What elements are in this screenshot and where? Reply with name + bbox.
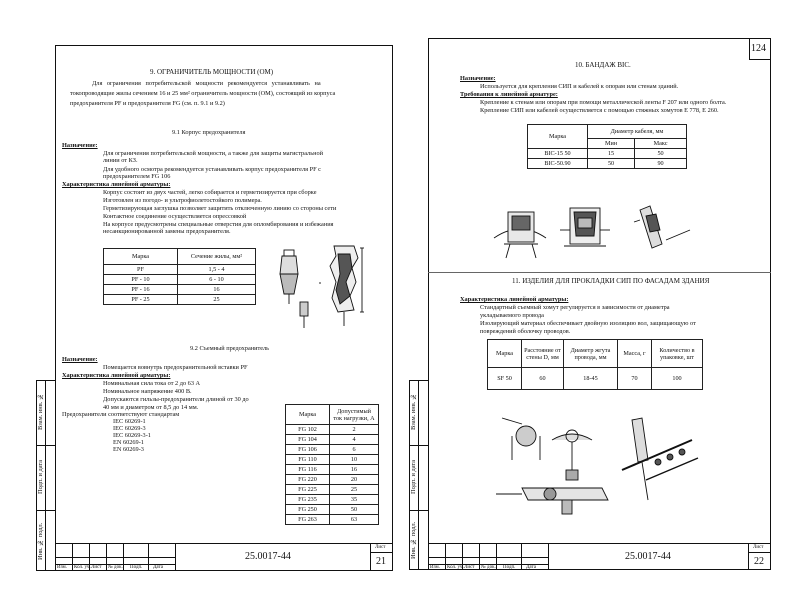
table-row — [286, 445, 379, 455]
fg-cell: 25 — [330, 485, 379, 495]
pf-table-header: Сечение жилы, мм² — [178, 249, 256, 265]
bic-cell: 15 — [588, 149, 635, 159]
sf-header: Марка — [488, 340, 522, 368]
fg-cell: 63 — [330, 515, 379, 525]
sub1-char-line: На корпусе предусмотрены специальные отверстия для опломбирования и избежания — [103, 221, 334, 228]
sub2-char-heading: Характеристика линейной арматуры: — [62, 372, 171, 379]
pf-cell: 25 — [178, 295, 256, 305]
stamp-label: Кол. уч. — [447, 565, 464, 570]
fg-cell: 35 — [330, 495, 379, 505]
pf-cell: 1,5 - 4 — [178, 265, 256, 275]
sheet-label: Лист — [753, 545, 764, 550]
sf-header: Диаметр жгута провода, мм — [564, 340, 618, 368]
pf-cell: PF - 25 — [104, 295, 178, 305]
fg-cell: FG 263 — [286, 515, 330, 525]
table-row — [528, 159, 687, 169]
table-row — [104, 265, 256, 275]
title-block-line — [106, 543, 107, 571]
fg-cell: FG 225 — [286, 485, 330, 495]
title-block-line — [521, 543, 522, 570]
title-block-line — [445, 543, 446, 570]
title-block-line — [370, 552, 393, 553]
sub1-purpose-line: Для ограничения потребительской мощности, а также для защиты магистральной — [103, 150, 323, 157]
fg-cell: 10 — [330, 455, 379, 465]
stamp-label: № док. — [108, 565, 123, 570]
standard-item: EN 60269-1 — [113, 439, 144, 446]
fg-table — [285, 404, 379, 525]
fg-cell: 4 — [330, 435, 379, 445]
sf-cell: SF 50 — [488, 368, 522, 390]
stamp-label: Изм. — [430, 565, 440, 570]
table-row — [286, 515, 379, 525]
sheet-label: Лист — [375, 545, 386, 550]
standards-heading: Предохранители соответствуют стандартам — [62, 411, 180, 418]
sub1-char-line: Корпус состоит из двух частей, легко собирается и герметизируется при сборке — [103, 189, 317, 196]
fg-cell: 50 — [330, 505, 379, 515]
table-row — [528, 149, 687, 159]
page-number: 124 — [751, 43, 766, 54]
title-block-line — [748, 552, 771, 553]
title-block-line — [72, 543, 73, 571]
bic-cell: 50 — [588, 159, 635, 169]
title-block-line — [496, 543, 497, 570]
stamp-label: Кол. уч. — [74, 565, 91, 570]
fg-cell: FG 102 — [286, 425, 330, 435]
fg-cell: 2 — [330, 425, 379, 435]
fg-table-header: Допустимый ток нагрузки, А — [330, 405, 379, 425]
right-side-divider — [409, 445, 428, 446]
title-block-line — [123, 543, 124, 571]
sub1-purpose-line: Для удобного осмотра рекомендуется устанавливать корпус предохранителя PF с — [103, 166, 321, 173]
section10-title: 10. БАНДАЖ BIC. — [575, 61, 631, 69]
doc-code: 25.0017-44 — [625, 551, 671, 562]
bic-cell: 50 — [635, 149, 687, 159]
sub1-purpose-line: предохранителем FG 106 — [103, 173, 171, 180]
section10-req-line: Крепление СИП или кабелей осуществляется с помощью стяжных хомутов E 778, E 260. — [480, 107, 719, 114]
section10-purpose-heading: Назначение: — [460, 75, 496, 82]
bic-cell: 90 — [635, 159, 687, 169]
title-block-line — [479, 543, 480, 570]
title-block-line — [428, 557, 548, 558]
table-row — [286, 475, 379, 485]
sub1-char-heading: Характеристика линейной арматуры: — [62, 181, 171, 188]
sub1-char-line: несанкционированной замены предохранителя. — [103, 228, 231, 235]
table-row — [286, 455, 379, 465]
sub2-purpose: Помещается вовнутрь предохранительной вставки PF — [103, 364, 248, 371]
standard-item: IEC 60269-3-1 — [113, 432, 151, 439]
pf-cell: PF — [104, 265, 178, 275]
pf-cell: PF - 10 — [104, 275, 178, 285]
stamp-label: Изм. — [57, 565, 67, 570]
fg-cell: FG 106 — [286, 445, 330, 455]
bic-table — [527, 124, 687, 169]
fuse-holder-drawing — [272, 242, 372, 342]
section10-req-line: Крепление к стенам или опорам при помощи металлической ленты F 207 или одного болта. — [480, 99, 727, 106]
title-block-line — [148, 543, 149, 571]
right-side-label: Инв. № подл. — [410, 521, 417, 560]
sf-header: Расстояние от стены D, мм — [522, 340, 564, 368]
left-section-title: 9. ОГРАНИЧИТЕЛЬ МОЩНОСТИ (ОМ) — [150, 68, 274, 76]
section10-purpose: Используется для крепления СИП и кабелей к опорам или стенам зданий. — [480, 83, 679, 90]
fg-cell: FG 110 — [286, 455, 330, 465]
intro-line: Для ограничения потребительской мощности рекомендуется устанавливать на — [92, 80, 321, 87]
table-row — [286, 485, 379, 495]
right-side-divider — [409, 510, 428, 511]
bic-header-mark: Марка — [528, 125, 588, 149]
section-divider — [428, 272, 771, 273]
fg-cell: FG 220 — [286, 475, 330, 485]
table-row — [104, 275, 256, 285]
pf-table-header: Марка — [104, 249, 178, 265]
stamp-label: Подп. — [130, 565, 143, 570]
section11-char-line: Изолирующий материал обеспечивает двойную изоляцию вол, защищающую от — [480, 320, 696, 327]
title-block-line — [548, 543, 549, 570]
section11-char-heading: Характеристика линейной арматуры: — [460, 296, 569, 303]
stamp-label: № док. — [481, 565, 496, 570]
fg-cell: FG 104 — [286, 435, 330, 445]
sf-cell: 70 — [618, 368, 652, 390]
bic-header-diameter: Диаметр кабеля, мм — [588, 125, 687, 139]
table-row — [488, 368, 703, 390]
fg-cell: FG 116 — [286, 465, 330, 475]
pf-cell: 16 — [178, 285, 256, 295]
title-block-line — [175, 543, 176, 571]
bic-cell: BIC-15 50 — [528, 149, 588, 159]
left-side-strip-inner — [45, 380, 55, 571]
table-row — [286, 425, 379, 435]
title-block-line — [748, 543, 749, 570]
sub1-char-line: Контактное соединение осуществляется опрессовкой — [103, 213, 247, 220]
stamp-label: Подп. — [503, 565, 516, 570]
sub1-purpose-line: линии от КЗ. — [103, 157, 138, 164]
pf-table — [103, 248, 256, 305]
left-side-label: Инв. № подл. — [37, 522, 44, 560]
sf-cell: 18-45 — [564, 368, 618, 390]
section11-char-line: повреждений оболочку проводов. — [480, 328, 571, 335]
stamp-label: Лист — [464, 565, 475, 570]
fg-table-header: Марка — [286, 405, 330, 425]
table-row — [286, 505, 379, 515]
fg-cell: 20 — [330, 475, 379, 485]
sub1-char-line: Изготовлен из погодо- и ультрофиолетостойкого полимера. — [103, 197, 262, 204]
doc-code: 25.0017-44 — [245, 551, 291, 562]
section11-title: 11. ИЗДЕЛИЯ ДЛЯ ПРОКЛАДКИ СИП ПО ФАСАДАМ ЗДАНИЯ — [512, 277, 710, 285]
title-block-line — [55, 557, 175, 558]
title-block-line — [370, 543, 371, 571]
right-side-strip-inner — [418, 380, 428, 570]
sub2-char-line: 40 мм и диаметром от 8,5 до 14 мм. — [103, 404, 199, 411]
section11-char-line: укладываемого провода — [480, 312, 544, 319]
right-side-label: Подп. и дата — [410, 459, 417, 495]
sub1-title: 9.1 Корпус предохранителя — [172, 129, 246, 136]
sf-header: Количество в упаковке, шт — [652, 340, 703, 368]
table-row — [286, 435, 379, 445]
sheet-number: 22 — [754, 556, 764, 567]
table-row — [286, 495, 379, 505]
fg-cell: FG 250 — [286, 505, 330, 515]
fg-cell: 6 — [330, 445, 379, 455]
standard-item: IEC 60269-1 — [113, 418, 146, 425]
sf-header: Масса, г — [618, 340, 652, 368]
stamp-label: Лист — [91, 565, 102, 570]
stamp-label: Дата — [526, 565, 536, 570]
sheet-number: 21 — [376, 556, 386, 567]
standard-item: EN 60269-3 — [113, 446, 144, 453]
left-side-divider — [36, 445, 55, 446]
sub2-char-line: Номинальное напряжение 400 В. — [103, 388, 192, 395]
bic-header-max: Макс — [635, 139, 687, 149]
stamp-label: Дата — [153, 565, 163, 570]
bic-header-min: Мин — [588, 139, 635, 149]
section11-char-line: Стандартный съемный хомут регулируется в зависимости от диаметра — [480, 304, 670, 311]
section10-req-heading: Требования к линейной арматуре: — [460, 91, 558, 98]
intro-line: токопроводящие жилы сечением 16 и 25 мм² ограничитель мощности (ОМ), состоящий из корпуса — [70, 90, 336, 97]
sub1-char-line: Герметизирующая заглушка позволяет защитить отключенную линию со стороны сети — [103, 205, 337, 212]
sub1-purpose-heading: Назначение: — [62, 142, 98, 149]
bic-bandage-drawing — [490, 200, 700, 260]
fg-cell: 16 — [330, 465, 379, 475]
left-side-divider — [36, 510, 55, 511]
table-row — [104, 285, 256, 295]
table-row — [104, 295, 256, 305]
sf-cell: 60 — [522, 368, 564, 390]
right-side-label: Взам. инв. № — [410, 393, 417, 431]
fg-cell: FG 235 — [286, 495, 330, 505]
sf-cell: 100 — [652, 368, 703, 390]
pf-cell: PF - 16 — [104, 285, 178, 295]
sub2-char-line: Номинальная сила тока от 2 до 63 А — [103, 380, 201, 387]
sub2-char-line: Допускаются гильзы-предохранители длиной от 30 до — [103, 396, 249, 403]
sf-clamp-drawing — [492, 410, 712, 540]
standard-item: IEC 60269-3 — [113, 425, 146, 432]
intro-line: предохранителя PF и предохранителя FG (см. п. 9.1 и 9.2) — [70, 100, 225, 107]
left-side-label: Взам. инв. № — [37, 393, 44, 431]
left-side-label: Подп. и дата — [37, 459, 44, 495]
sf-table — [487, 339, 703, 390]
table-row — [286, 465, 379, 475]
pf-cell: 6 - 10 — [178, 275, 256, 285]
sub2-purpose-heading: Назначение: — [62, 356, 98, 363]
bic-cell: BIC-50.90 — [528, 159, 588, 169]
sub2-title: 9.2 Съемный предохранитель — [190, 345, 270, 352]
